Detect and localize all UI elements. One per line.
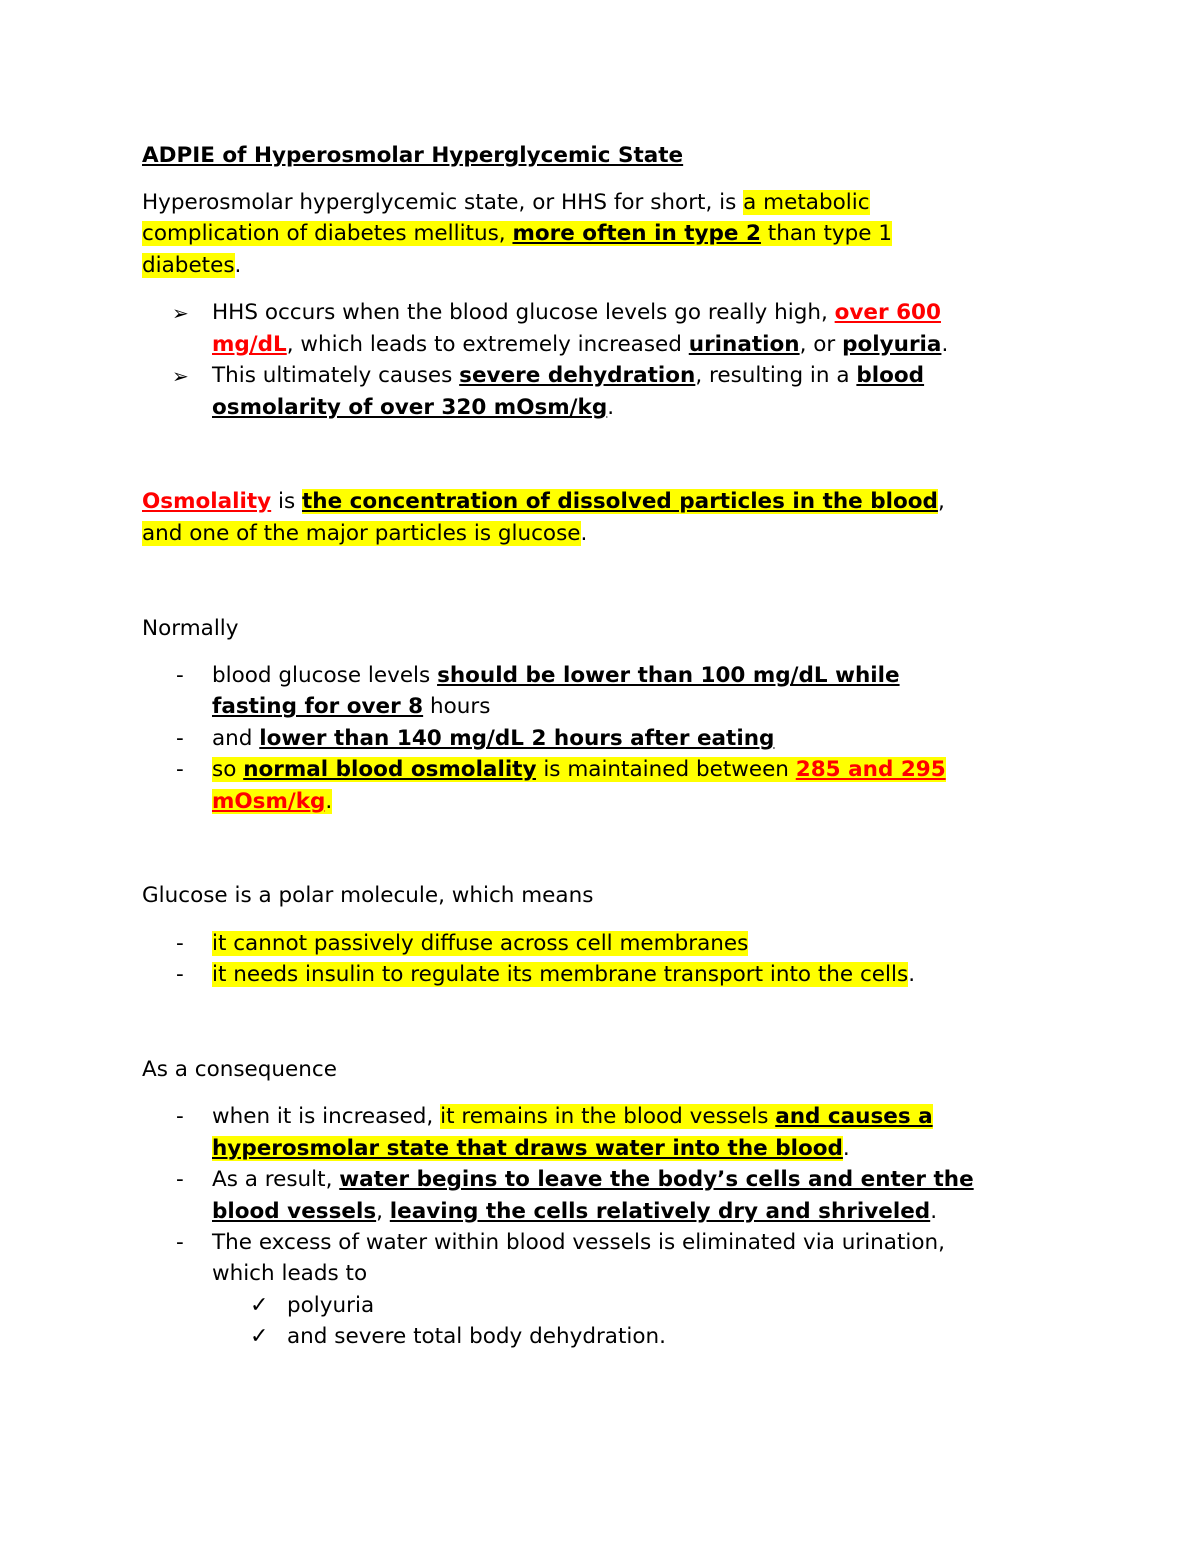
arrow-item-1-line-1: HHS occurs when the blood glucose levels go really high, over 600 (212, 300, 941, 325)
dash-bullet-icon: - (176, 1104, 184, 1129)
osmolality-line-2: and one of the major particles is glucose. (142, 521, 588, 546)
consequence-item-2-line-2: blood vessels, leaving the cells relatively dry and shriveled. (212, 1199, 938, 1224)
normally-item-2: and lower than 140 mg/dL 2 hours after eating (212, 726, 775, 751)
dash-bullet-icon: - (176, 1230, 184, 1255)
dash-bullet-icon: - (176, 1167, 184, 1192)
dash-bullet-icon: - (176, 931, 184, 956)
document-title: ADPIE of Hyperosmolar Hyperglycemic State (142, 143, 684, 168)
checkmark-icon: ✓ (250, 1324, 269, 1349)
consequence-item-3-line-2: which leads to (212, 1261, 368, 1286)
dash-bullet-icon: - (176, 757, 184, 782)
dash-bullet-icon: - (176, 663, 184, 688)
glucose-item-2: it needs insulin to regulate its membrane transport into the cells. (212, 962, 916, 987)
intro-line-1: Hyperosmolar hyperglycemic state, or HHS for short, is a metabolic (142, 190, 870, 215)
normally-item-1-line-2: fasting for over 8 hours (212, 694, 491, 719)
arrow-item-1-line-2: mg/dL, which leads to extremely increased urination, or polyuria. (212, 332, 949, 357)
intro-line-2: complication of diabetes mellitus, more often in type 2 than type 1 (142, 221, 893, 246)
normally-heading: Normally (142, 616, 239, 641)
dash-bullet-icon: - (176, 962, 184, 987)
osmolality-line-1: Osmolality is the concentration of dissolved particles in the blood, (142, 489, 945, 514)
arrow-item-2-line-1: This ultimately causes severe dehydration, resulting in a blood (212, 363, 925, 388)
glucose-heading: Glucose is a polar molecule, which means (142, 883, 594, 908)
checkmark-icon: ✓ (250, 1293, 269, 1318)
dash-bullet-icon: - (176, 726, 184, 751)
normally-item-3-line-1: so normal blood osmolality is maintained between 285 and 295 (212, 757, 946, 782)
consequence-item-1-line-2: hyperosmolar state that draws water into the blood. (212, 1136, 850, 1161)
arrow-bullet-icon: ➢ (172, 364, 189, 388)
normally-item-1-line-1: blood glucose levels should be lower than 100 mg/dL while (212, 663, 900, 688)
consequence-item-3-line-1: The excess of water within blood vessels is eliminated via urination, (212, 1230, 946, 1255)
check-item-1: polyuria (287, 1293, 375, 1318)
normally-item-3-line-2: mOsm/kg. (212, 789, 333, 814)
arrow-item-2-line-2: osmolarity of over 320 mOsm/kg. (212, 395, 615, 420)
check-item-2: and severe total body dehydration. (287, 1324, 667, 1349)
consequence-item-2-line-1: As a result, water begins to leave the body’s cells and enter the (212, 1167, 974, 1192)
consequence-item-1-line-1: when it is increased, it remains in the blood vessels and causes a (212, 1104, 933, 1129)
arrow-bullet-icon: ➢ (172, 301, 189, 325)
consequence-heading: As a consequence (142, 1057, 337, 1082)
glucose-item-1: it cannot passively diffuse across cell membranes (212, 931, 749, 956)
intro-line-3: diabetes. (142, 253, 242, 278)
